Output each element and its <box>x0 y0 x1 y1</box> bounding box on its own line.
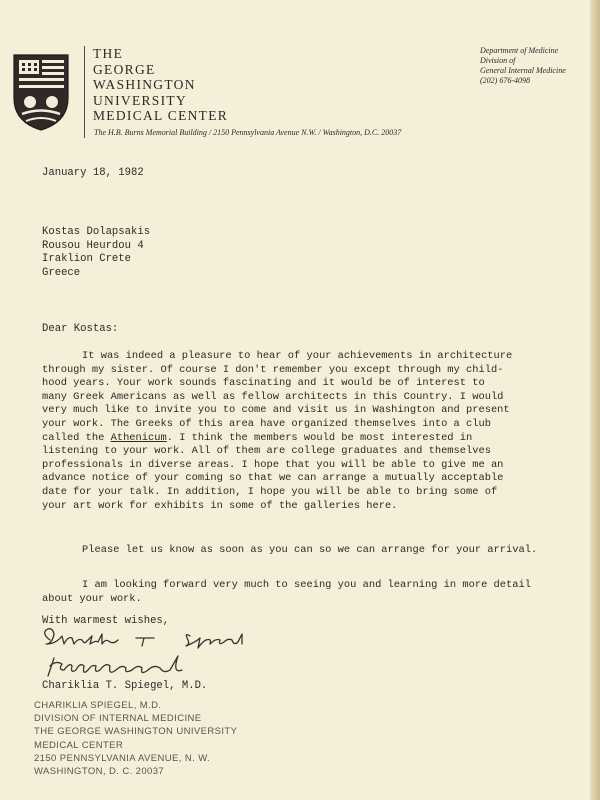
paragraph-1-line: professionals in diverse areas. I hope that you will be able to give me an <box>42 458 504 471</box>
department-line-1: Department of Medicine <box>480 46 559 55</box>
closing-line: With warmest wishes, <box>42 615 170 627</box>
paragraph-3-line: I am looking forward very much to seeing you and learning in more detail <box>82 579 531 591</box>
paragraph-1-line: your work. The Greeks of this area have organized themselves into a club <box>42 417 491 430</box>
paragraph-1-line: many Greek Americans as well as fellow architects in this Country. I would <box>42 390 504 403</box>
recipient-address <box>42 226 150 280</box>
institution-name <box>93 46 228 124</box>
department-phone: (202) 676-4098 <box>480 76 530 85</box>
stamp-line: CHARIKLIA SPIEGEL, M.D. <box>34 700 162 711</box>
recipient-name: Kostas Dolapsakis <box>42 226 151 238</box>
paragraph-1-line: date for your talk. In addition, I hope you will be able to bring some of <box>42 485 498 498</box>
body-paragraph-2 <box>42 544 537 558</box>
club-name: Athenicum <box>110 431 167 444</box>
paragraph-2-line: Please let us know as soon as you can so we can arrange for your arrival. <box>82 544 538 556</box>
address-stamp <box>34 699 237 778</box>
paragraph-1-line: hood years. Your work sounds fascinating and it would be of interest to <box>42 377 485 390</box>
stamp-line: 2150 PENNSYLVANIA AVENUE, N. W. <box>34 752 211 764</box>
paragraph-1-line: advance notice of your coming so that we can arrange a mutually acceptable <box>42 472 504 485</box>
institution-line-3: WASHINGTON <box>93 77 196 92</box>
letterhead-address: The H.B. Burns Memorial Building / 2150 Pennsylvania Avenue N.W. / Washington, D.C. 20037 <box>94 128 402 137</box>
department-info <box>480 46 566 86</box>
institution-line-4: UNIVERSITY <box>93 92 187 108</box>
institution-line-1: THE <box>93 46 124 61</box>
handwritten-signature <box>40 624 290 682</box>
stamp-line: WASHINGTON, D. C. 20037 <box>34 766 165 778</box>
letter-date: January 18, 1982 <box>42 167 144 179</box>
recipient-country: Greece <box>42 266 81 279</box>
recipient-street: Rousou Heurdou 4 <box>42 239 144 252</box>
paragraph-1-line: listening to your work. All of them are college graduates and themselves <box>42 445 491 458</box>
body-paragraph-1 <box>42 350 512 513</box>
salutation: Dear Kostas: <box>42 323 119 335</box>
paragraph-1-line: very much like to invite you to come and visit us in Washington and present <box>42 404 510 417</box>
paragraph-1-line: your art work for exhibits in some of the galleries here. <box>42 499 398 512</box>
body-paragraph-3 <box>42 579 531 606</box>
department-line-2: Division of <box>480 56 516 65</box>
institution-line-5: MEDICAL CENTER <box>93 108 229 123</box>
paragraph-1-line: It was indeed a pleasure to hear of your achievements in architecture <box>82 350 513 362</box>
recipient-city: Iraklion Crete <box>42 253 132 265</box>
stamp-line: DIVISION OF INTERNAL MEDICINE <box>34 713 202 725</box>
signatory-name: Chariklia T. Spiegel, M.D. <box>42 680 208 692</box>
club-sentence-text: . I think the members would be most interested in <box>166 431 473 444</box>
paragraph-1-line <box>42 432 512 446</box>
paragraph-3-line: about your work. <box>42 592 142 605</box>
stamp-line: MEDICAL CENTER <box>34 739 124 751</box>
institution-line-2: GEORGE <box>93 61 156 77</box>
university-crest-logo <box>10 52 72 132</box>
department-line-3: General Internal Medicine <box>480 66 566 75</box>
paragraph-1-line: through my sister. Of course I don't remember you except through my child- <box>42 363 504 376</box>
club-intro-text: called the <box>42 431 111 444</box>
stamp-line: THE GEORGE WASHINGTON UNIVERSITY <box>34 726 238 738</box>
page-edge-shadow <box>590 0 600 800</box>
letterhead-divider <box>84 46 85 138</box>
